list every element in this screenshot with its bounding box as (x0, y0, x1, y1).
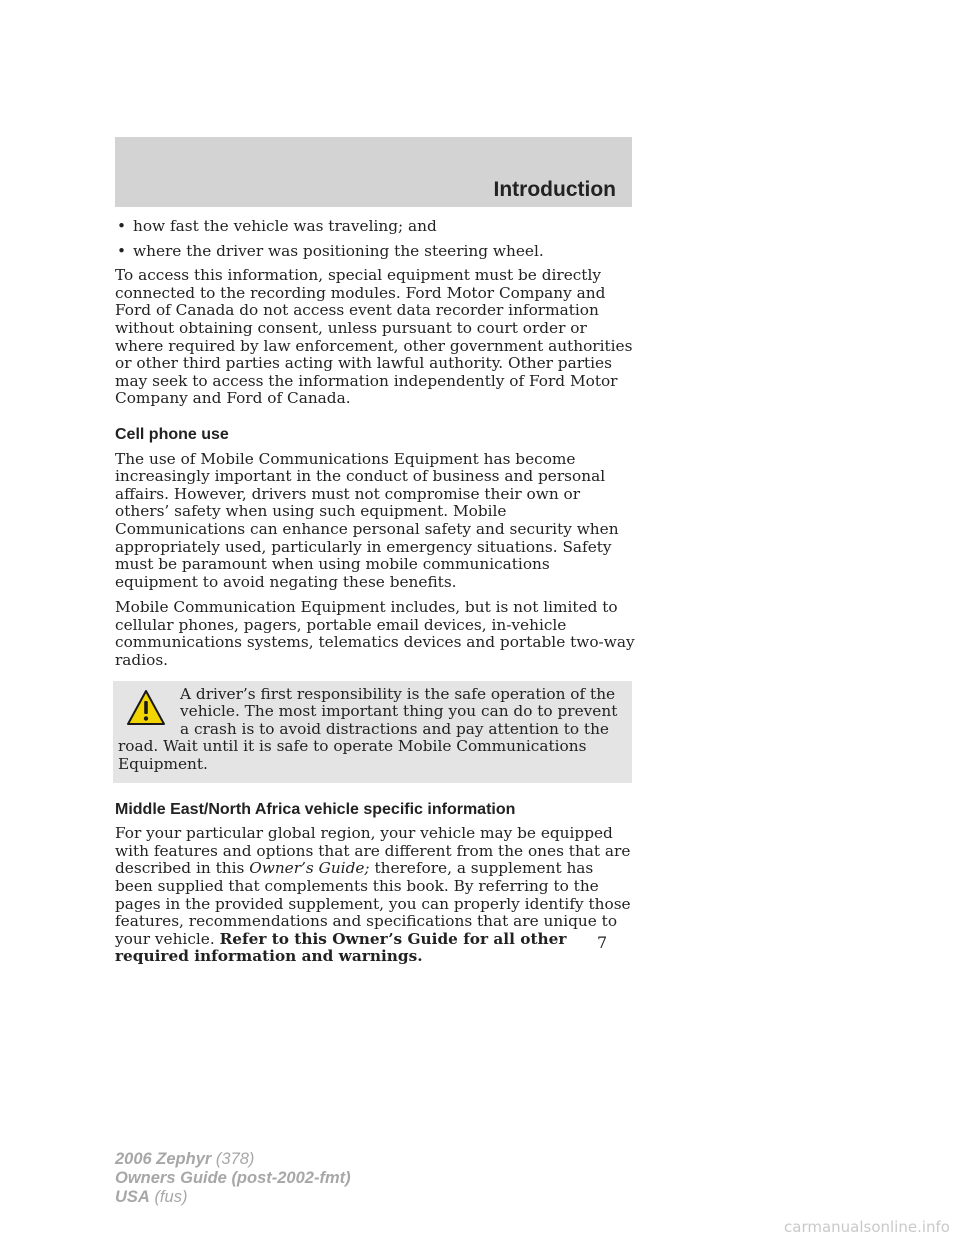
document-footer (115, 1150, 351, 1207)
bullet-text: where the driver was positioning the steering wheel. (133, 241, 544, 260)
section-header-band (115, 137, 632, 207)
footer-guide: Owners Guide (post-2002-fmt) (115, 1169, 351, 1187)
refer-bold-text: Refer to this Owner’s Guide for all other required information and warnings. (115, 929, 567, 966)
middle-east-text-2: therefore, a supplement has been supplied that complements this book. By referring to the pages in the provided supplement, you can properly identify those features, recommendations and specifications that are unique to your vehicle. (115, 859, 631, 948)
bullet-icon: • (117, 241, 127, 260)
owners-guide-italic: Owner’s Guide; (249, 859, 370, 878)
cell-phone-heading: Cell phone use (115, 425, 229, 443)
footer-model: 2006 Zephyr (115, 1150, 212, 1168)
page-number: 7 (597, 933, 608, 952)
middle-east-text: For your particular global region, your vehicle may be equipped with features and options that are different from the ones that are described in this (115, 824, 631, 878)
watermark-logo: carmanualsonline.info (784, 1218, 950, 1236)
warning-text: A driver’s first responsibility is the safe operation of the vehicle. The most important thing you can do to prevent a crash is to avoid distractions and pay attention to the road. Wait until it is safe to operate Mobile Communications Equipment. (118, 684, 618, 774)
footer-market: USA (115, 1188, 150, 1206)
bullet-icon: • (117, 217, 127, 235)
middle-east-paragraph (115, 825, 635, 966)
bullet-text: how fast the vehicle was traveling; and (133, 217, 437, 235)
bullet-item (115, 243, 635, 261)
warning-box (113, 681, 632, 783)
section-title: Introduction (493, 178, 616, 201)
footer-market-code: (fus) (154, 1188, 188, 1206)
bullet-item (115, 218, 635, 236)
access-paragraph: To access this information, special equipment must be directly connected to the recording modules. Ford Motor Company and Ford of Canada do not access event data recorder information without obtaining consent, unless pursuant to court order or where required by law enforcement, other government authorities or other third parties acting with lawful authority. Other parties may seek to access the information independently of Ford Motor Company and Ford of Canada. (115, 266, 633, 408)
equipment-paragraph: Mobile Communication Equipment includes, but is not limited to cellular phones, pagers, portable email devices, in-vehicle communications systems, telematics devices and portable two-way radios. (115, 598, 635, 670)
footer-line-2 (115, 1169, 351, 1188)
footer-line-1 (115, 1150, 351, 1169)
warning-triangle-icon (126, 688, 166, 728)
cell-phone-paragraph: The use of Mobile Communications Equipment has become increasingly important in the conduct of business and personal affairs. However, drivers must not compromise their own or others’ safety when using such equipment. Mobile Communications can enhance personal safety and security when appropriately used, particularly in emergency situations. Safety must be paramount when using mobile communications equipment to avoid negating these benefits. (115, 449, 619, 591)
footer-model-code: (378) (215, 1150, 255, 1168)
middle-east-heading: Middle East/North Africa vehicle specific information (115, 800, 516, 818)
footer-line-3 (115, 1188, 351, 1207)
page-content (115, 218, 635, 974)
